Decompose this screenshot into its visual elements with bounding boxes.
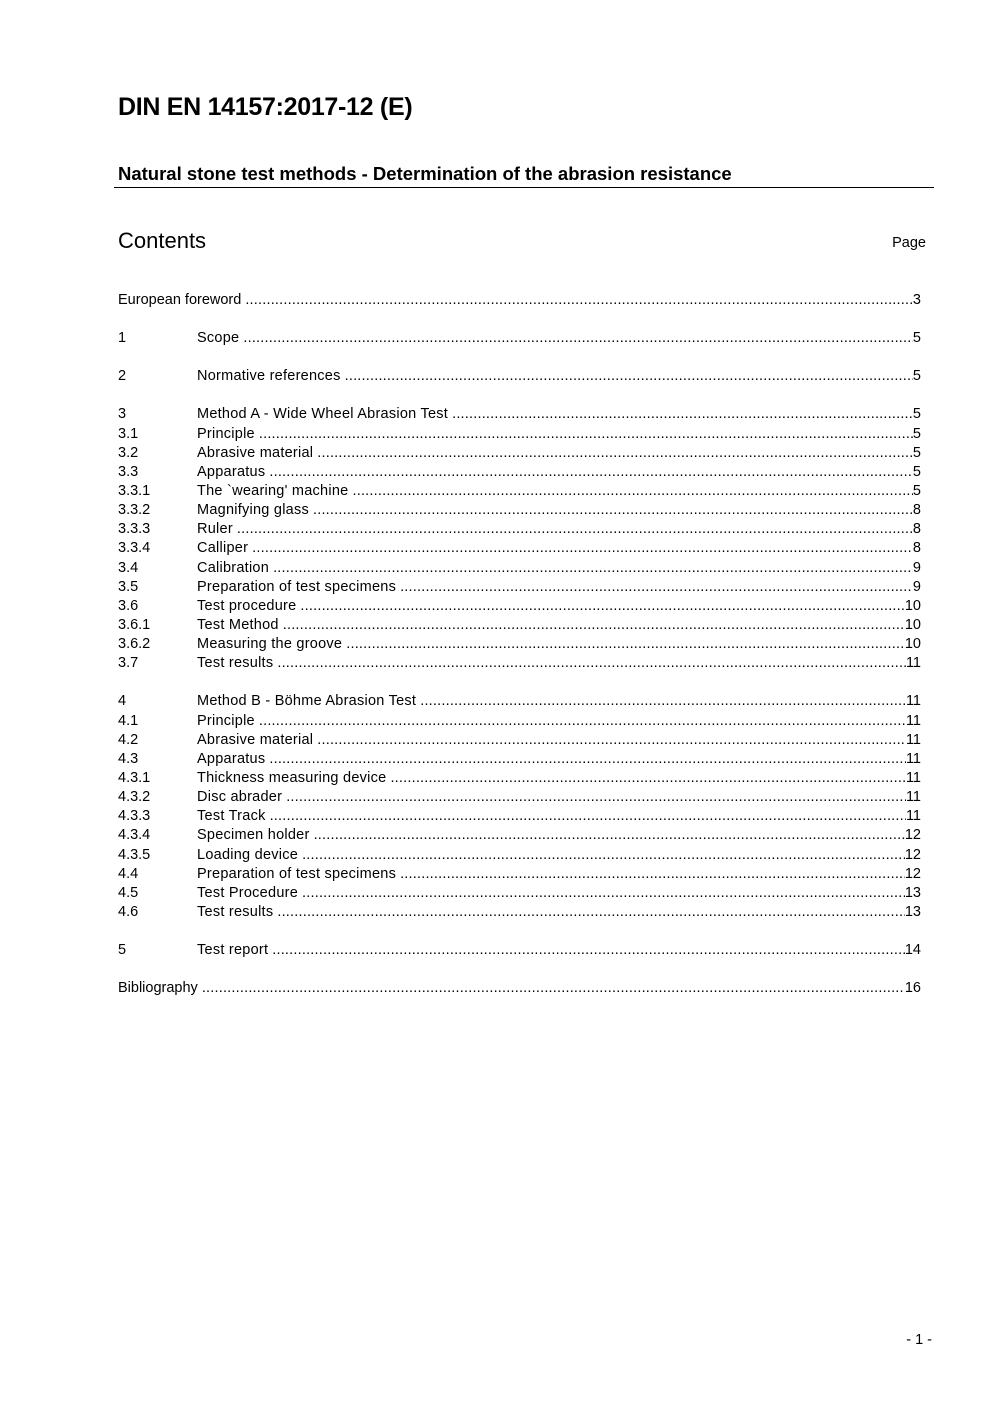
toc-entry-normative-references[interactable] [118, 367, 921, 386]
toc-entry-number: 4.5 [118, 884, 139, 901]
toc-entry[interactable] [118, 807, 921, 826]
toc-entry[interactable] [118, 559, 921, 578]
toc-entry-title: Test Method [197, 616, 279, 633]
toc-entry-number: 2 [118, 368, 127, 385]
toc-entry-page: 10 [904, 616, 921, 633]
toc-entry-title: Calliper [197, 540, 249, 557]
toc-entry-page: 11 [905, 808, 921, 825]
table-of-contents [118, 291, 921, 998]
toc-entry-foreword[interactable] [118, 291, 921, 310]
toc-entry-page: 12 [904, 865, 921, 882]
toc-entry[interactable] [118, 539, 921, 558]
toc-entry-title: Test Procedure [197, 884, 299, 901]
toc-entry[interactable] [118, 826, 921, 845]
toc-entry-number: 3.5 [118, 578, 139, 595]
toc-entry[interactable] [118, 463, 921, 482]
toc-dot-leader [245, 291, 913, 310]
toc-entry-number: 3.3 [118, 463, 139, 480]
toc-dot-leader [272, 941, 905, 960]
toc-entry-number: 3.4 [118, 559, 139, 576]
toc-entry-number: 3.3.2 [118, 502, 151, 519]
document-subtitle: Natural stone test methods - Determination of the abrasion resistance [118, 163, 732, 184]
toc-entry[interactable] [118, 616, 921, 635]
toc-dot-leader [283, 616, 905, 635]
toc-dot-leader [400, 865, 905, 884]
toc-entry-number: 4.3.4 [118, 827, 151, 844]
toc-entry-number: 3.3.1 [118, 482, 151, 499]
toc-entry[interactable] [118, 578, 921, 597]
toc-entry-page: 5 [912, 330, 921, 347]
toc-entry-title: Principle [197, 712, 255, 729]
toc-entry-number: 3.6.2 [118, 636, 151, 653]
toc-entry[interactable] [118, 788, 921, 807]
toc-entry-title: Thickness measuring device [197, 769, 387, 786]
toc-entry-title: Abrasive material [197, 444, 314, 461]
toc-entry-title: Method B - Böhme Abrasion Test [197, 693, 417, 710]
toc-entry-page: 5 [912, 463, 921, 480]
toc-entry-number: 3.6 [118, 597, 139, 614]
toc-entry-page: 9 [912, 578, 921, 595]
toc-entry[interactable] [118, 654, 921, 673]
toc-entry-number: 3.7 [118, 655, 139, 672]
contents-heading: Contents [118, 228, 207, 253]
toc-entry[interactable] [118, 501, 921, 520]
toc-entry-page: 13 [904, 903, 921, 920]
toc-entry-title: The `wearing' machine [197, 482, 349, 499]
toc-entry-page: 11 [905, 655, 921, 672]
toc-entry-title: Abrasive material [197, 731, 314, 748]
toc-dot-leader [452, 405, 913, 424]
toc-entry-title: Test results [197, 903, 274, 920]
toc-dot-leader [346, 635, 905, 654]
toc-entry-method-a[interactable] [118, 405, 921, 424]
toc-entry[interactable] [118, 903, 921, 922]
toc-entry-number: 3.3.4 [118, 540, 151, 557]
toc-dot-leader [243, 329, 913, 348]
toc-entry[interactable] [118, 482, 921, 501]
toc-entry-title: Test report [197, 942, 269, 959]
toc-entry-page: 5 [912, 482, 921, 499]
toc-entry[interactable] [118, 520, 921, 539]
toc-entry-number: 1 [118, 330, 127, 347]
toc-entry[interactable] [118, 444, 921, 463]
toc-entry-number: 3.6.1 [118, 616, 151, 633]
toc-dot-leader [202, 979, 905, 998]
toc-entry-page: 11 [905, 769, 921, 786]
toc-entry-number: 4.6 [118, 903, 139, 920]
toc-entry-title: Calibration [197, 559, 270, 576]
toc-entry-title: Magnifying glass [197, 502, 309, 519]
toc-entry-title: Disc abrader [197, 789, 283, 806]
toc-entry-page: 11 [905, 712, 921, 729]
toc-entry-page: 5 [912, 425, 921, 442]
toc-entry-number: 4.4 [118, 865, 139, 882]
toc-entry[interactable] [118, 769, 921, 788]
toc-dot-leader [270, 807, 906, 826]
toc-entry-number: 4.2 [118, 731, 139, 748]
toc-entry-title: Scope [197, 330, 240, 347]
toc-entry-page: 11 [905, 731, 921, 748]
toc-dot-leader [237, 520, 913, 539]
toc-entry[interactable] [118, 884, 921, 903]
toc-dot-leader [252, 539, 913, 558]
toc-entry-page: 8 [912, 521, 921, 538]
toc-entry-page: 16 [904, 980, 921, 997]
toc-entry-title: Apparatus [197, 463, 266, 480]
toc-entry-title: Bibliography [118, 980, 198, 997]
toc-dot-leader [273, 559, 913, 578]
toc-entry-number: 4.3.5 [118, 846, 151, 863]
toc-entry-page: 5 [912, 368, 921, 385]
toc-entry-title: Ruler [197, 521, 233, 538]
toc-entry[interactable] [118, 635, 921, 654]
toc-dot-leader [317, 444, 913, 463]
toc-entry-title: Method A - Wide Wheel Abrasion Test [197, 406, 449, 423]
toc-entry-title: European foreword [118, 292, 242, 308]
toc-entry-page: 5 [912, 444, 921, 461]
toc-entry-page: 11 [905, 750, 921, 767]
toc-dot-leader [302, 884, 905, 903]
toc-dot-leader [277, 654, 906, 673]
toc-entry[interactable] [118, 846, 921, 865]
toc-dot-leader [300, 597, 904, 616]
toc-entry-number: 3.3.3 [118, 521, 151, 538]
toc-dot-leader [352, 482, 912, 501]
toc-entry[interactable] [118, 597, 921, 616]
toc-entry-number: 4 [118, 693, 127, 710]
toc-entry-title: Test Track [197, 808, 266, 825]
page-column-heading: Page [892, 235, 926, 251]
toc-entry-scope[interactable] [118, 329, 921, 348]
toc-entry-title: Loading device [197, 846, 299, 863]
toc-entry[interactable] [118, 750, 921, 769]
toc-dot-leader [302, 846, 905, 865]
toc-entry-page: 9 [912, 559, 921, 576]
toc-entry-title: Test results [197, 655, 274, 672]
toc-dot-leader [259, 712, 906, 731]
page-number: - 1 - [906, 1332, 932, 1348]
toc-entry-page: 11 [905, 789, 921, 806]
toc-entry-page: 14 [904, 942, 921, 959]
document-title: DIN EN 14157:2017-12 (E) [118, 93, 413, 121]
toc-dot-leader [400, 578, 913, 597]
toc-entry-page: 11 [905, 693, 921, 710]
toc-entry-number: 4.3.3 [118, 808, 151, 825]
toc-entry-number: 3.1 [118, 425, 139, 442]
toc-entry[interactable] [118, 712, 921, 731]
toc-entry-number: 4.3 [118, 750, 139, 767]
toc-entry-number: 5 [118, 942, 127, 959]
toc-entry-title: Specimen holder [197, 827, 310, 844]
toc-entry-number: 4.1 [118, 712, 139, 729]
toc-entry[interactable] [118, 731, 921, 750]
toc-entry-page: 8 [912, 502, 921, 519]
toc-dot-leader [259, 425, 913, 444]
toc-entry-number: 3 [118, 406, 127, 423]
toc-entry-page: 10 [904, 597, 921, 614]
toc-dot-leader [269, 750, 906, 769]
toc-entry-bibliography[interactable] [118, 979, 921, 998]
toc-entry-title: Normative references [197, 368, 341, 385]
toc-dot-leader [317, 731, 906, 750]
toc-dot-leader [313, 501, 913, 520]
toc-entry-page: 8 [912, 540, 921, 557]
toc-entry-page: 13 [904, 884, 921, 901]
toc-entry-test-report[interactable] [118, 941, 921, 960]
toc-dot-leader [345, 367, 913, 386]
toc-entry-method-b[interactable] [118, 692, 921, 711]
toc-dot-leader [286, 788, 906, 807]
subtitle-divider [114, 187, 934, 188]
toc-dot-leader [269, 463, 913, 482]
toc-entry-title: Measuring the groove [197, 636, 343, 653]
toc-entry-number: 4.3.2 [118, 789, 151, 806]
toc-entry-title: Apparatus [197, 750, 266, 767]
toc-entry-title: Preparation of test specimens [197, 578, 397, 595]
toc-entry-title: Preparation of test specimens [197, 865, 397, 882]
toc-dot-leader [390, 769, 905, 788]
toc-entry-title: Principle [197, 425, 255, 442]
toc-entry-page: 3 [912, 292, 921, 308]
toc-dot-leader [314, 826, 905, 845]
toc-entry[interactable] [118, 865, 921, 884]
toc-entry-page: 12 [904, 846, 921, 863]
toc-dot-leader [277, 903, 905, 922]
toc-dot-leader [420, 692, 906, 711]
toc-entry-page: 5 [912, 406, 921, 423]
toc-entry-number: 3.2 [118, 444, 139, 461]
toc-entry[interactable] [118, 425, 921, 444]
toc-entry-number: 4.3.1 [118, 769, 151, 786]
toc-entry-title: Test procedure [197, 597, 297, 614]
toc-entry-page: 10 [904, 636, 921, 653]
toc-entry-page: 12 [904, 827, 921, 844]
